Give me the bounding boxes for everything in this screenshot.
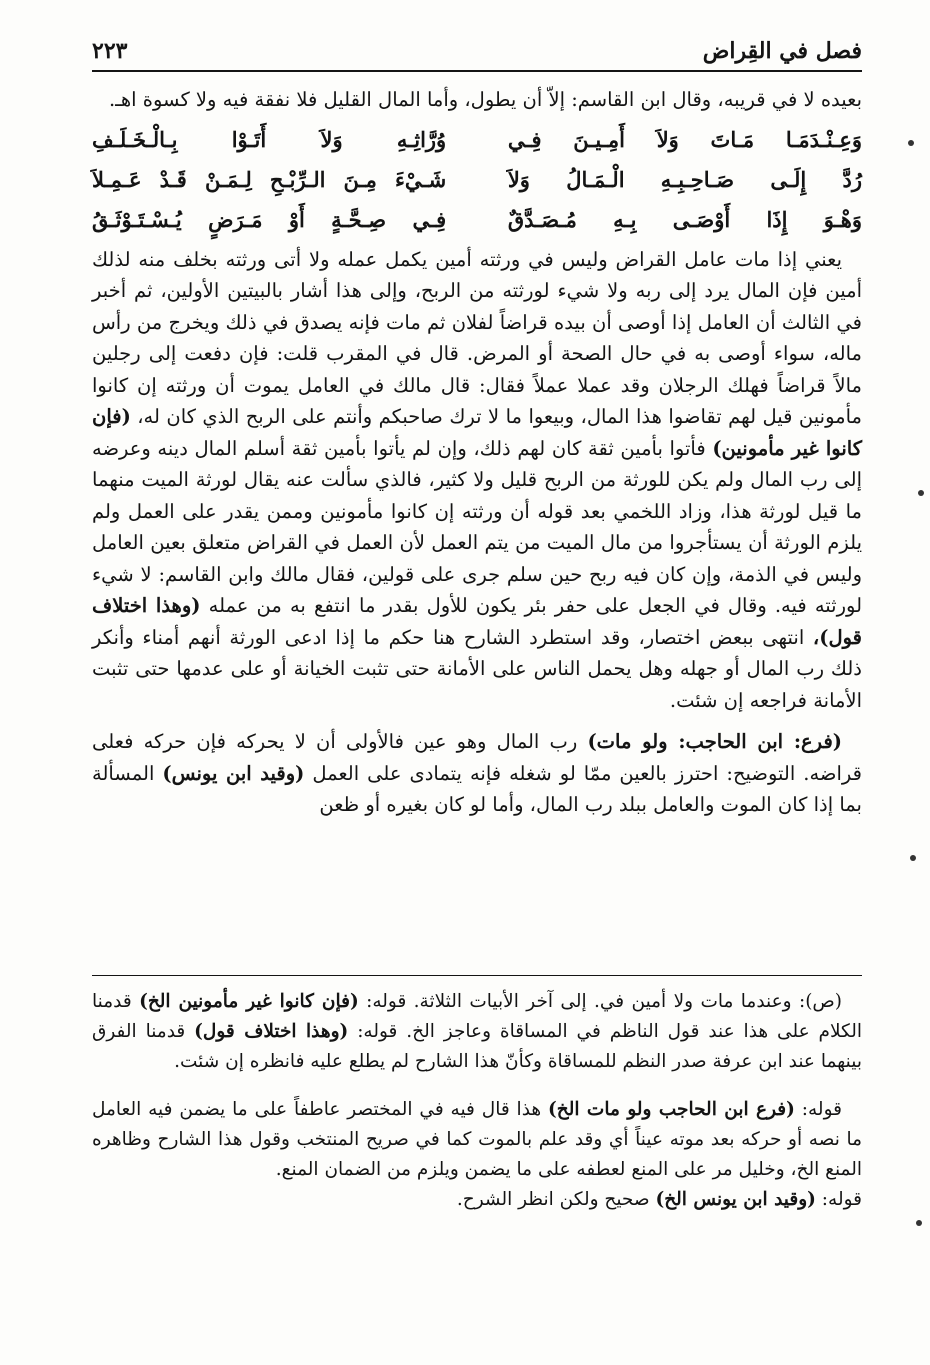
footnote-1-text-e: قدمنا الفرق بينهما عند ابن عرفة صدر النظم للمساقاة وكأنّ هذا الشارح لم يطلع عليه فانظره إن شئت.: [92, 1021, 862, 1072]
verse-3-first-hemistich: وَهْـوَ إِذَا أَوْصَـى بِـهِ مُـصَـدَّقٌ: [507, 206, 862, 232]
footnote-2-text-a: قوله:: [801, 1099, 842, 1120]
footnote-3-text-c: صحيح ولكن انظر الشرح.: [456, 1189, 650, 1210]
page-number: ٢٢٣: [92, 38, 128, 64]
footnote-divider: [92, 975, 862, 976]
footnote-1-quote-b: (وهذا اختلاف قول): [194, 1021, 349, 1042]
footnotes: [92, 987, 862, 1215]
chapter-title: فصل في القِراض: [702, 38, 862, 64]
quoted-phrase-not-trustworthy: (فإن كانوا غير مأمونين): [92, 405, 862, 460]
paragraph-2-text-c: فأتوا بأمين ثقة كان لهم ذلك، وإن لم يأتوا بأمين ثقة أسلم المال دينه وعرضه إلى رب المال ولم يكن للورثة من الربح قليل ولا كثير، فالذي سألت عنه يقال لورثة الميت منهما ما قيل لورثة هذا، وزاد اللخمي بعد قوله أن ورثته إن كانوا مأمونين وممن يقدر على العمل ولم يلزم الورثة أن يستأجروا من مال الميت من يتم العمل لأن العمل في القراض متعلق بعين العامل وليس في الذمة، وإن كان فيه ربح حين سلم جرى على قولين، فقال مالك وابن القاسم: لا شيء لورثته فيه. وقال في الجعل على حفر بئر يكون للأول بقدر ما انتفع به من عمله: [92, 436, 863, 617]
verse-line-1: [92, 120, 862, 160]
footnote-2-quote: (فرع ابن الحاجب ولو مات الخ): [548, 1099, 795, 1120]
margin-speck: [908, 140, 914, 146]
paragraph-2: [92, 244, 862, 717]
footnote-3: [92, 1185, 862, 1215]
branch-heading: (فرع: ابن الحاجب: ولو مات): [587, 730, 842, 753]
verse-block: [92, 120, 862, 240]
verse-line-3: [92, 200, 862, 240]
page-header: [92, 36, 862, 72]
margin-speck: [910, 855, 916, 861]
paragraph-2-text-e: انتهى ببعض اختصار، وقد استطرد الشارح هنا حكم ما إذا ادعى الورثة أنهم أمناء وأنكر ذلك رب المال أو جهله وهل يحمل الناس على الأمانة حتى تثبت الخيانة أو على عدمها حتى تثبت الأمانة فراجعه إن شئت.: [92, 625, 862, 712]
footnote-1-quote-a: (فإن كانوا غير مأمونين الخ): [139, 991, 359, 1012]
paragraph-3-text-d: المسألة بما إذا كان الموت والعامل ببلد رب المال، وأما لو كان بغيره أو ظعن: [92, 761, 862, 816]
paragraph-1: بعيده لا في قريبه، وقال ابن القاسم: إلاّ أن يطول، وأما المال القليل فلا نفقة فيه ولا كسوة اهـ.: [108, 88, 862, 111]
footnote-2-text-c: هذا قال فيه في المختصر عاطفاً على ما يضمن فيه العامل ما نصه أو حركه بعد موته عيناً أي وقد علم بالموت كما في صريح المنتخب وقول هذا الشارح وظاهره المنع الخ، وخليل مر على المنع لعطفه على ما يضمن ويلزم من الضمان المنع.: [92, 1099, 862, 1180]
footnote-1-text-a: (ص): وعندما مات ولا أمين في. إلى آخر الأبيات الثلاثة. قوله:: [366, 991, 843, 1012]
verse-1-first-hemistich: وَعِـنْـدَمَـا مَـاتَ وَلاَ أَمِـيـنَ فِـي: [507, 126, 862, 152]
footnote-2: [92, 1095, 862, 1185]
quoted-phrase-ibn-yunus: (وقيد ابن يونس): [162, 761, 305, 785]
verse-2-first-hemistich: رُدَّ إِلَـى صَـاحِـبِـهِ الْـمَـالُ وَلاَ: [507, 166, 862, 192]
paragraph-3-text-b: رب المال وهو عين فالأولى أن لا يحركه فإن حركه فعلى قراضه. التوضيح: احترز بالعين ممّا لو شغله فإنه يتمادى على العمل: [92, 730, 862, 785]
verse-line-2: [92, 160, 862, 200]
margin-speck: [916, 1220, 922, 1226]
main-text: [92, 84, 862, 821]
book-page: [92, 0, 862, 1365]
verse-3-second-hemistich: فِـي صِـحَّـةٍ أَوْ مَـرَضٍ يُـسْـتَـوْثَـقُ: [92, 206, 447, 232]
verse-2-second-hemistich: شَـيْءَ مِـنَ الـرِّبْـحِ لِـمَـنْ قَـدْ عَـمِـلاَ: [92, 166, 447, 192]
quoted-phrase-disagreement: (وهذا اختلاف قول)،: [92, 594, 863, 649]
paragraph-2-text-a: يعني إذا مات عامل القراض وليس في ورثته أمين يكمل عمله ولا أتى ورثته بخلف منه لذلك أمين فإن المال يرد إلى ربه ولا شيء لورثته من الربح، وإلى هذا أشار بالبيتين الأولين، ثم أخبر في الثالث أن العامل إذا أوصى أن بيده قراضاً لفلان ثم مات فإنه يصدق في ذلك ويخرج من رأس ماله، سواء أوصى به في حال الصحة أو المرض. قال في المقرب قلت: فإن دفعت إلى رجلين مالاً قراضاً فهلك الرجلان وقد عملا عملاً فقال: قال مالك في العامل يموت أن ورثته إن كانوا مأمونين قيل لهم تقاضوا هذا المال، وبيعوا ما لا ترك صاحبكم وأنتم على الربح الذي كان له،: [92, 247, 862, 428]
footnote-1: [92, 987, 862, 1077]
margin-speck: [918, 490, 924, 496]
verse-1-second-hemistich: وُرَّاثِـهِ وَلاَ أَتَـوْا بِـالْـخَـلَـفِ: [92, 126, 447, 152]
footnote-3-quote: (وقيد ابن يونس الخ): [655, 1189, 816, 1210]
paragraph-3: [92, 726, 862, 821]
footnote-1-text-c: قدمنا الكلام على هذا عند قول الناظم في المساقاة وعاجز الخ. قوله:: [92, 991, 862, 1042]
footnote-3-text-a: قوله:: [821, 1189, 862, 1210]
